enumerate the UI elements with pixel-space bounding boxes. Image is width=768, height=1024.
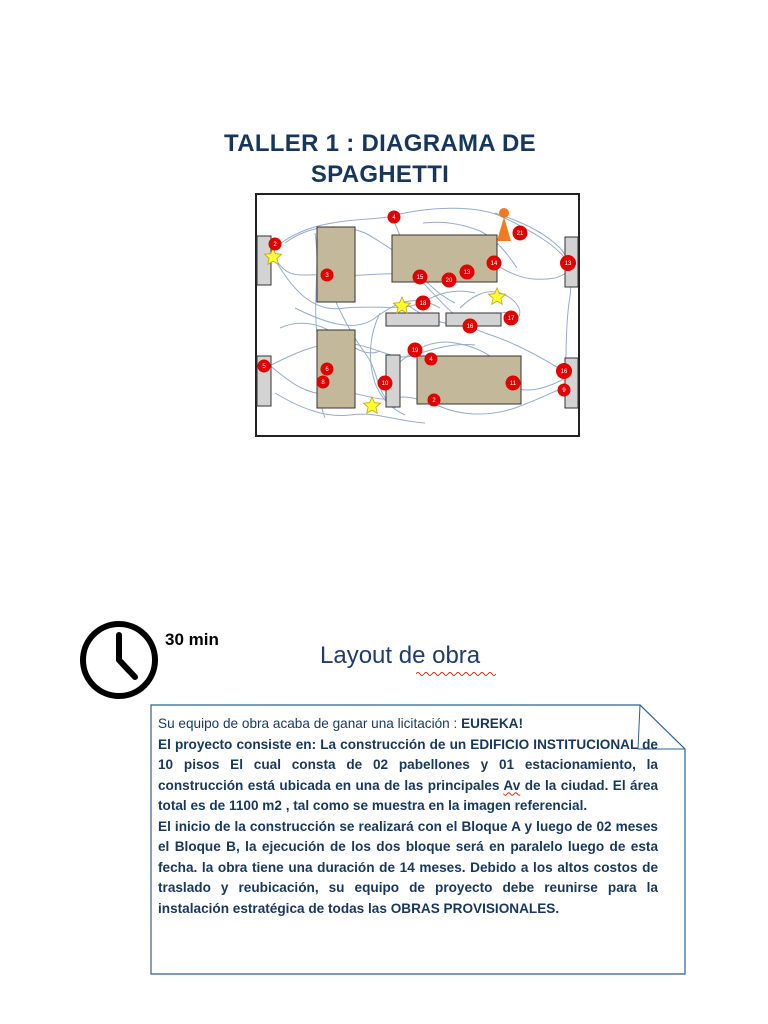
svg-text:21: 21 [516,231,524,237]
svg-text:11: 11 [509,381,517,387]
title-line-1: TALLER 1 : DIAGRAMA DE [224,130,536,157]
svg-text:9: 9 [562,388,566,394]
svg-text:2: 2 [273,242,277,248]
svg-text:13: 13 [564,261,572,267]
svg-text:15: 15 [416,275,424,281]
point-marker [416,296,431,311]
point-marker [258,360,271,373]
svg-text:14: 14 [490,261,498,267]
spaghetti-diagram [255,193,582,439]
description-text [158,714,658,919]
point-marker [317,376,330,389]
svg-text:19: 19 [411,348,419,354]
svg-text:8: 8 [321,380,325,386]
point-marker [558,384,571,397]
point-marker [388,211,401,224]
point-marker [504,311,519,326]
svg-text:16: 16 [560,369,568,375]
svg-text:20: 20 [445,278,453,284]
svg-text:5: 5 [262,364,266,370]
point-marker [442,273,457,288]
section-title: Layout de obra [320,642,481,669]
point-marker [506,376,521,391]
point-marker [487,256,502,271]
point-marker [269,238,282,251]
point-marker [408,343,423,358]
svg-text:4: 4 [392,215,396,221]
svg-text:6: 6 [325,367,329,373]
svg-text:10: 10 [381,381,389,387]
paragraph-2 [158,817,658,920]
point-marker [556,363,572,379]
svg-text:3: 3 [325,273,329,279]
point-marker [513,226,528,241]
av-word: Av [503,777,521,793]
duration-label: 30 min [165,630,219,649]
paragraph-1-end: de la ciudad. El área total es de 1100 m2 , tal como se muestra en la imagen referencial. [158,777,659,813]
point-marker [425,353,438,366]
svg-text:18: 18 [419,301,427,307]
point-marker [321,269,334,282]
title-line-2: SPAGHETTI [310,161,450,188]
paragraph-2-text: El inicio de la construcción se realizará con el Bloque A y luego de 02 meses el Bloque B, la ejecución de los dos bloque será en paralelo luego de esta fecha. la obra tiene una duración de 14 meses. Debido a los altos costos de traslado y reubicación, su equipo de proyecto debe reunirse para la instalación estratégica de todas las OBRAS PROVISIONALES. [158,818,658,916]
spellcheck-underline [416,671,496,676]
intro-bold: EUREKA! [461,716,523,731]
intro-normal: Su equipo de obra acaba de ganar una licitación : [158,716,462,731]
paragraph-1 [158,735,658,817]
svg-text:13: 13 [463,270,471,276]
point-marker [321,363,334,376]
point-marker [378,376,393,391]
svg-text:4: 4 [429,357,433,363]
point-marker [560,255,576,271]
point-marker [463,319,478,334]
page-title [200,128,560,190]
svg-text:16: 16 [466,324,474,330]
point-marker [413,270,428,285]
svg-text:17: 17 [507,316,515,322]
svg-text:2: 2 [432,398,436,404]
paragraph-1-text: El proyecto consiste en: La construcción de un EDIFICIO INSTITUCIONAL de 10 pisos El cual consta de 02 pabellones y 01 estacionamiento, la construcción está ubicada en una de las principales [158,736,658,793]
point-marker [460,265,475,280]
clock-icon [78,617,164,703]
intro-line [158,714,658,735]
point-marker [428,394,441,407]
